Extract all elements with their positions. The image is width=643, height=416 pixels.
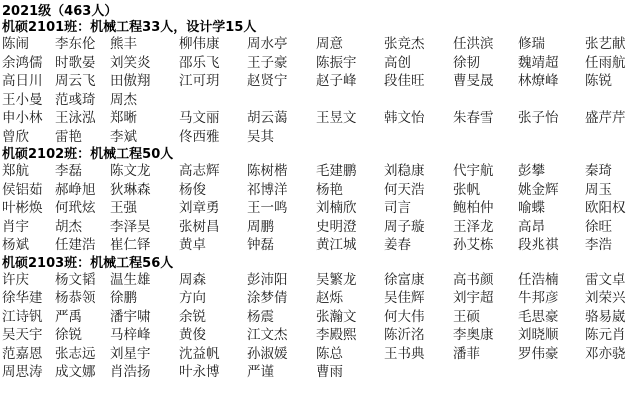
student-name: 刘晓顺 xyxy=(518,327,559,343)
student-name: 徐锐 xyxy=(55,327,82,343)
student-name: 沈益帆 xyxy=(179,345,220,362)
student-name xyxy=(316,92,384,110)
student-name: 刘宇超 xyxy=(453,290,494,306)
student-name: 杨文韬 xyxy=(55,271,96,288)
student-name: 曹雨 xyxy=(316,364,343,380)
student-name: 任洪滨 xyxy=(453,36,494,52)
student-name: 史明澄 xyxy=(316,218,357,235)
student-name: 张帆 xyxy=(453,181,480,198)
student-name: 高书颜 xyxy=(453,271,494,288)
student-name: 徐韧 xyxy=(453,54,480,71)
student-name: 余鸿儒 xyxy=(2,54,43,71)
student-name: 柳伟康 xyxy=(179,36,220,52)
student-name: 李泽昊 xyxy=(110,218,151,235)
student-name: 许庆 xyxy=(2,271,29,288)
student-name: 周杰 xyxy=(110,91,137,108)
student-name: 郑晰 xyxy=(110,110,137,126)
student-name: 叶彬焕 xyxy=(2,200,43,216)
student-name: 范彧琦 xyxy=(55,91,96,108)
student-name xyxy=(384,92,453,110)
student-name: 任浩楠 xyxy=(518,271,559,288)
student-name: 方向 xyxy=(179,290,206,306)
student-name: 赵子峰 xyxy=(316,73,357,89)
student-name: 毛思豪 xyxy=(518,308,559,325)
student-name: 孙淑媛 xyxy=(247,345,288,362)
class-section xyxy=(2,20,643,146)
student-name: 陈闹 xyxy=(2,36,29,52)
student-name: 司言 xyxy=(384,200,411,216)
student-name: 秦琦 xyxy=(585,163,612,179)
student-name: 余锐 xyxy=(179,308,206,325)
student-name: 周思涛 xyxy=(2,364,43,380)
student-name: 杨震 xyxy=(247,308,274,325)
name-grid xyxy=(2,163,643,255)
student-name: 罗伟豪 xyxy=(518,345,559,362)
student-name: 林燎峰 xyxy=(518,73,559,89)
student-name: 成文娜 xyxy=(55,364,96,380)
student-name: 潘菲 xyxy=(453,345,480,362)
student-name: 周意 xyxy=(316,36,343,52)
student-name: 刘星宇 xyxy=(110,345,151,362)
student-name: 李斌 xyxy=(110,128,137,145)
student-name: 鲍柏仲 xyxy=(453,200,494,216)
student-name: 严禹 xyxy=(55,308,82,325)
student-name: 李殿熙 xyxy=(316,327,357,343)
student-name xyxy=(585,129,640,147)
student-name: 陈文龙 xyxy=(110,163,151,179)
student-name: 欧阳权 xyxy=(585,200,626,216)
student-name: 涂梦倩 xyxy=(247,290,288,306)
class-section xyxy=(2,147,643,255)
student-name: 侯铝茹 xyxy=(2,181,43,198)
student-name: 刘笑炎 xyxy=(110,54,151,71)
student-name: 邓亦骁 xyxy=(585,345,626,362)
student-name: 王强 xyxy=(110,200,137,216)
student-name: 陈振宇 xyxy=(316,54,357,71)
student-name: 高志辉 xyxy=(179,163,220,179)
student-name: 曾欣 xyxy=(2,128,29,145)
student-name: 肖浩扬 xyxy=(110,364,151,380)
student-name: 崔仁铎 xyxy=(110,237,151,253)
student-name: 雷文卓 xyxy=(585,271,626,288)
student-name: 李东伦 xyxy=(55,36,96,52)
student-name: 黄俊 xyxy=(179,327,206,343)
student-name: 吴其 xyxy=(247,128,274,145)
student-name: 何玳炫 xyxy=(55,200,96,216)
page-title: 2021级（463人） xyxy=(2,4,118,19)
student-name: 陈总 xyxy=(316,345,343,362)
student-name: 徐鹏 xyxy=(110,290,137,306)
student-name: 杨俊 xyxy=(179,181,206,198)
class-header: 机硕2101班：机械工程33人，设计学15人 xyxy=(2,20,257,35)
student-name: 赵烁 xyxy=(316,290,343,306)
class-header: 机硕2102班：机械工程50人 xyxy=(2,147,174,162)
student-name: 郑航 xyxy=(2,163,29,179)
student-name: 温生雄 xyxy=(110,271,151,288)
student-name: 牛邦彦 xyxy=(518,290,559,306)
student-name: 张树昌 xyxy=(179,218,220,235)
class-section xyxy=(2,256,643,382)
student-name: 盛芹芹 xyxy=(585,110,626,126)
student-name: 陈锐 xyxy=(585,73,612,89)
student-name: 叶永博 xyxy=(179,364,220,380)
student-name: 张志远 xyxy=(55,345,96,362)
student-name: 申小林 xyxy=(2,110,43,126)
student-name: 杨艳 xyxy=(316,181,343,198)
student-name: 张竞杰 xyxy=(384,36,425,52)
student-name: 佟西雅 xyxy=(179,128,220,145)
student-name: 胡云蔼 xyxy=(247,110,288,126)
student-name xyxy=(179,92,247,110)
student-name: 熊丰 xyxy=(110,36,137,52)
student-name: 骆易崴 xyxy=(585,308,626,325)
student-name: 邵乐飞 xyxy=(179,54,220,71)
student-name: 陈沂洺 xyxy=(384,327,425,343)
student-name: 王泳泓 xyxy=(55,110,96,126)
student-name: 段佳旺 xyxy=(384,73,425,89)
name-grid xyxy=(2,272,643,382)
student-name: 代宇航 xyxy=(453,163,494,179)
student-name: 王泽龙 xyxy=(453,218,494,235)
student-name: 吴佳辉 xyxy=(384,290,425,306)
student-name: 王书典 xyxy=(384,345,425,362)
class-sections xyxy=(2,20,643,382)
student-name: 周森 xyxy=(179,271,206,288)
student-name: 范嘉恩 xyxy=(2,345,43,362)
student-name: 雷艳 xyxy=(55,128,82,145)
student-name: 时歌晏 xyxy=(55,54,96,71)
student-name xyxy=(453,129,518,147)
student-name: 周水亭 xyxy=(247,36,288,52)
student-name: 江文杰 xyxy=(247,327,288,343)
student-name: 周子璇 xyxy=(384,218,425,235)
student-name: 李浩 xyxy=(585,237,612,253)
student-name: 刘楠欣 xyxy=(316,200,357,216)
student-name: 王昱文 xyxy=(316,110,357,126)
student-name: 姚金辉 xyxy=(518,181,559,198)
student-name: 马梓峰 xyxy=(110,327,151,343)
student-name: 严谨 xyxy=(247,364,274,380)
student-name: 杨恭领 xyxy=(55,290,96,306)
student-name: 肖宇 xyxy=(2,218,29,235)
student-name: 吴繁龙 xyxy=(316,271,357,288)
student-name: 毛建鹏 xyxy=(316,163,357,179)
student-name: 高日川 xyxy=(2,73,43,89)
student-name xyxy=(518,364,585,382)
student-name: 郝峥旭 xyxy=(55,181,96,198)
student-name: 徐富康 xyxy=(384,271,425,288)
student-name: 姜春 xyxy=(384,237,411,253)
student-name: 任建浩 xyxy=(55,237,96,253)
student-name: 黄卓 xyxy=(179,237,206,253)
student-name: 钟磊 xyxy=(247,237,274,253)
student-name: 狄琳森 xyxy=(110,181,151,198)
student-name: 喻蝶 xyxy=(518,200,545,216)
student-name xyxy=(384,364,453,382)
student-name xyxy=(518,129,585,147)
student-name: 何天浩 xyxy=(384,181,425,198)
student-name: 张瀚文 xyxy=(316,308,357,325)
student-name: 魏靖超 xyxy=(518,54,559,71)
student-name: 潘宇啸 xyxy=(110,308,151,325)
student-name xyxy=(247,92,316,110)
student-name: 徐旺 xyxy=(585,218,612,235)
student-name xyxy=(585,364,640,382)
student-name xyxy=(384,129,453,147)
student-name: 陈元肖 xyxy=(585,327,626,343)
student-name: 江诗钒 xyxy=(2,308,43,325)
student-name: 李磊 xyxy=(55,163,82,179)
student-name: 任雨航 xyxy=(585,54,626,71)
student-name: 曹旻晟 xyxy=(453,73,494,89)
student-name: 王一鸣 xyxy=(247,200,288,216)
student-name: 王子豪 xyxy=(247,54,288,71)
student-name: 刘稳康 xyxy=(384,163,425,179)
student-name xyxy=(453,364,518,382)
class-header: 机硕2103班：机械工程56人 xyxy=(2,255,174,271)
student-name: 赵贤宁 xyxy=(247,73,288,89)
student-name: 王硕 xyxy=(453,308,480,325)
student-name: 高昂 xyxy=(518,218,545,235)
student-name xyxy=(518,92,585,110)
student-name: 张艺献 xyxy=(585,36,626,52)
student-name: 彭攀 xyxy=(518,163,545,179)
student-name: 彭沛阳 xyxy=(247,271,288,288)
student-name: 何大伟 xyxy=(384,308,425,325)
student-name: 刘荣兴 xyxy=(585,290,626,306)
student-name: 孙艾栋 xyxy=(453,237,494,253)
student-name: 黄江城 xyxy=(316,237,357,253)
student-name xyxy=(453,92,518,110)
student-name: 周鹏 xyxy=(247,218,274,235)
student-name: 高创 xyxy=(384,54,411,71)
student-name: 韩文怡 xyxy=(384,110,425,126)
student-name: 周云飞 xyxy=(55,73,96,89)
student-name: 徐华建 xyxy=(2,290,43,306)
student-name xyxy=(316,129,384,147)
student-name: 马文丽 xyxy=(179,110,220,126)
student-name: 李奥康 xyxy=(453,327,494,343)
student-name: 田傲翔 xyxy=(110,73,151,89)
student-name: 吴天宇 xyxy=(2,327,43,343)
student-name: 杨斌 xyxy=(2,237,29,253)
name-grid xyxy=(2,36,643,146)
student-name: 胡杰 xyxy=(55,218,82,235)
student-name: 朱春雪 xyxy=(453,110,494,126)
student-name: 王小曼 xyxy=(2,91,43,108)
student-name: 张子怡 xyxy=(518,110,559,126)
student-name: 修瑞 xyxy=(518,36,545,52)
student-name: 周玉 xyxy=(585,181,612,198)
student-name: 段兆祺 xyxy=(518,237,559,253)
student-name: 祁博洋 xyxy=(247,181,288,198)
student-name: 刘章勇 xyxy=(179,200,220,216)
student-name: 江可玥 xyxy=(179,73,220,89)
student-name: 陈树楷 xyxy=(247,163,288,179)
student-name xyxy=(585,92,640,110)
